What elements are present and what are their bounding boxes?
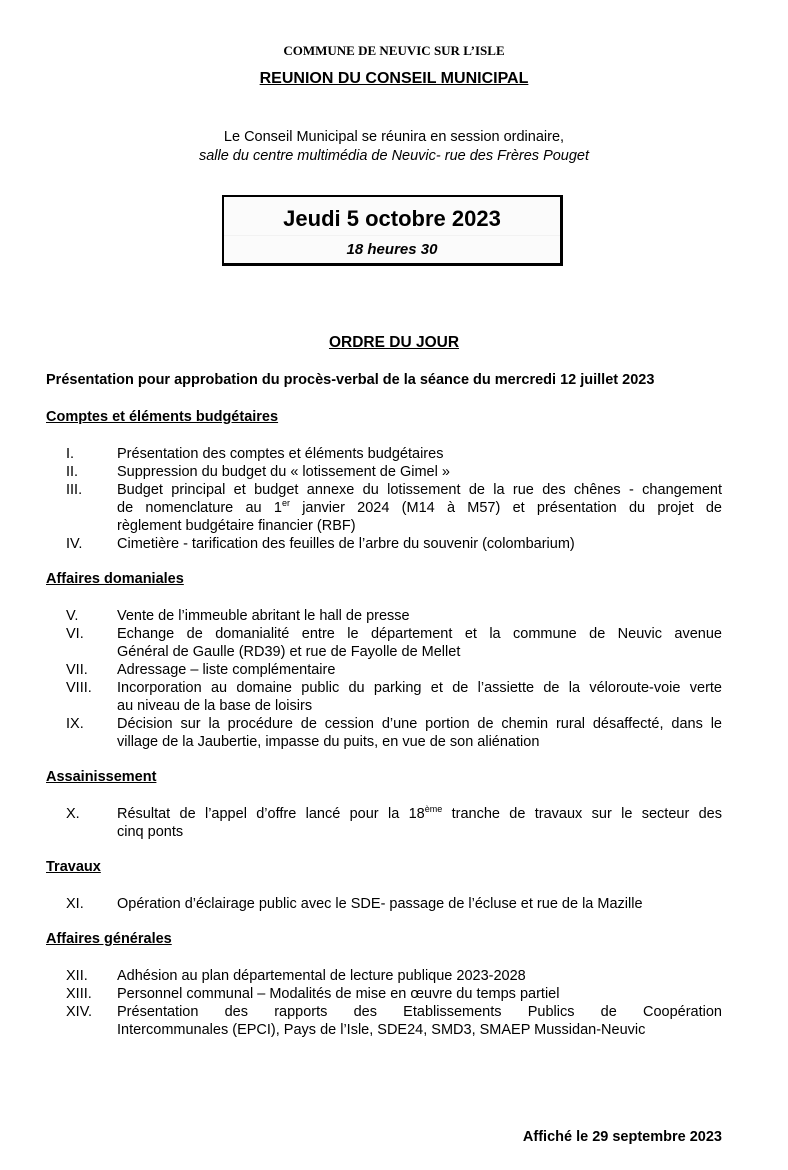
item-number: V. (66, 608, 79, 624)
item-text-part: Résultat de l’appel d’offre lancé pour la 18 (117, 806, 425, 822)
commune-name: COMMUNE DE NEUVIC SUR L’ISLE (283, 43, 505, 58)
item-text-part: janvier 2024 (M14 à M57) et présentation du projet de (289, 500, 722, 516)
item-text-part: tranche de travaux sur le secteur des (442, 806, 722, 822)
item-text-line: cinq ponts (117, 824, 184, 840)
item-text: Adhésion au plan départemental de lecture publique 2023-2028 (117, 968, 526, 984)
intro-line-2: salle du centre multimédia de Neuvic- rue des Frères Pouget (198, 148, 590, 164)
superscript: ème (424, 804, 443, 814)
approval-line: Présentation pour approbation du procès-verbal de la séance du mercredi 12 juillet 2023 (46, 372, 655, 388)
item-number: XIV. (66, 1004, 93, 1020)
item-number: XIII. (66, 986, 92, 1002)
item-text-part: de nomenclature au 1 (117, 500, 282, 516)
agenda-title: ORDRE DU JOUR (328, 334, 460, 351)
item-text-line (117, 499, 722, 517)
section-heading-assainissement: Assainissement (46, 769, 157, 785)
meeting-time: 18 heures 30 (346, 241, 438, 258)
meeting-date: Jeudi 5 octobre 2023 (283, 206, 501, 231)
item-text-line: village de la Jaubertie, impasse du puits, en vue de son aliénation (117, 734, 540, 750)
item-text (117, 1003, 722, 1039)
item-number: II. (66, 464, 79, 480)
item-text-line: Budget principal et budget annexe du lotissement de la rue des chênes - changement (117, 482, 722, 498)
item-number: X. (66, 806, 80, 822)
item-number: VIII. (66, 680, 92, 696)
item-text-line: règlement budgétaire financier (RBF) (117, 518, 356, 534)
item-number: III. (66, 482, 83, 498)
item-text-line: Intercommunales (EPCI), Pays de l’Isle, SDE24, SMD3, SMAEP Mussidan-Neuvic (117, 1022, 646, 1038)
item-text: Vente de l’immeuble abritant le hall de presse (117, 608, 410, 624)
item-text: Présentation des comptes et éléments budgétaires (117, 446, 444, 462)
item-text-line (117, 805, 722, 823)
item-text-line: Général de Gaulle (RD39) et rue de Fayolle de Mellet (117, 644, 461, 660)
item-text (117, 679, 722, 715)
item-text (117, 805, 722, 841)
item-text-line: Décision sur la procédure de cession d’une portion de chemin rural désaffecté, dans le (117, 716, 722, 732)
item-text-line: Incorporation au domaine public du parking et de l’assiette de la véloroute-voie verte (117, 680, 722, 696)
item-number: VII. (66, 662, 88, 678)
superscript: er (281, 498, 290, 508)
item-number: I. (66, 446, 75, 462)
document-title: REUNION DU CONSEIL MUNICIPAL (259, 70, 529, 87)
item-text-line: Echange de domanialité entre le département et la commune de Neuvic avenue (117, 626, 722, 642)
intro-line-1: Le Conseil Municipal se réunira en session ordinaire, (223, 129, 565, 145)
item-text: Cimetière - tarification des feuilles de l’arbre du souvenir (colombarium) (117, 536, 575, 552)
item-number: VI. (66, 626, 84, 642)
item-text: Adressage – liste complémentaire (117, 662, 336, 678)
item-text (117, 481, 722, 535)
section-heading-generales: Affaires générales (46, 931, 172, 947)
item-number: XI. (66, 896, 84, 912)
posted-date: Affiché le 29 septembre 2023 (522, 1129, 722, 1145)
item-number: IV. (66, 536, 83, 552)
item-text-line: Présentation des rapports des Etablissements Publics de Coopération (117, 1004, 722, 1020)
item-number: IX. (66, 716, 84, 732)
item-text (117, 715, 722, 751)
section-heading-budget: Comptes et éléments budgétaires (46, 409, 279, 425)
item-text: Opération d’éclairage public avec le SDE- passage de l’écluse et rue de la Mazille (117, 896, 643, 912)
section-heading-travaux: Travaux (46, 859, 101, 875)
item-text: Personnel communal – Modalités de mise en œuvre du temps partiel (117, 986, 560, 1002)
item-text (117, 625, 722, 661)
item-number: XII. (66, 968, 88, 984)
section-heading-domaniales: Affaires domaniales (46, 571, 184, 587)
meeting-date-box (222, 195, 563, 266)
item-text-line: au niveau de la base de loisirs (117, 698, 313, 714)
item-text: Suppression du budget du « lotissement de Gimel » (117, 464, 450, 480)
